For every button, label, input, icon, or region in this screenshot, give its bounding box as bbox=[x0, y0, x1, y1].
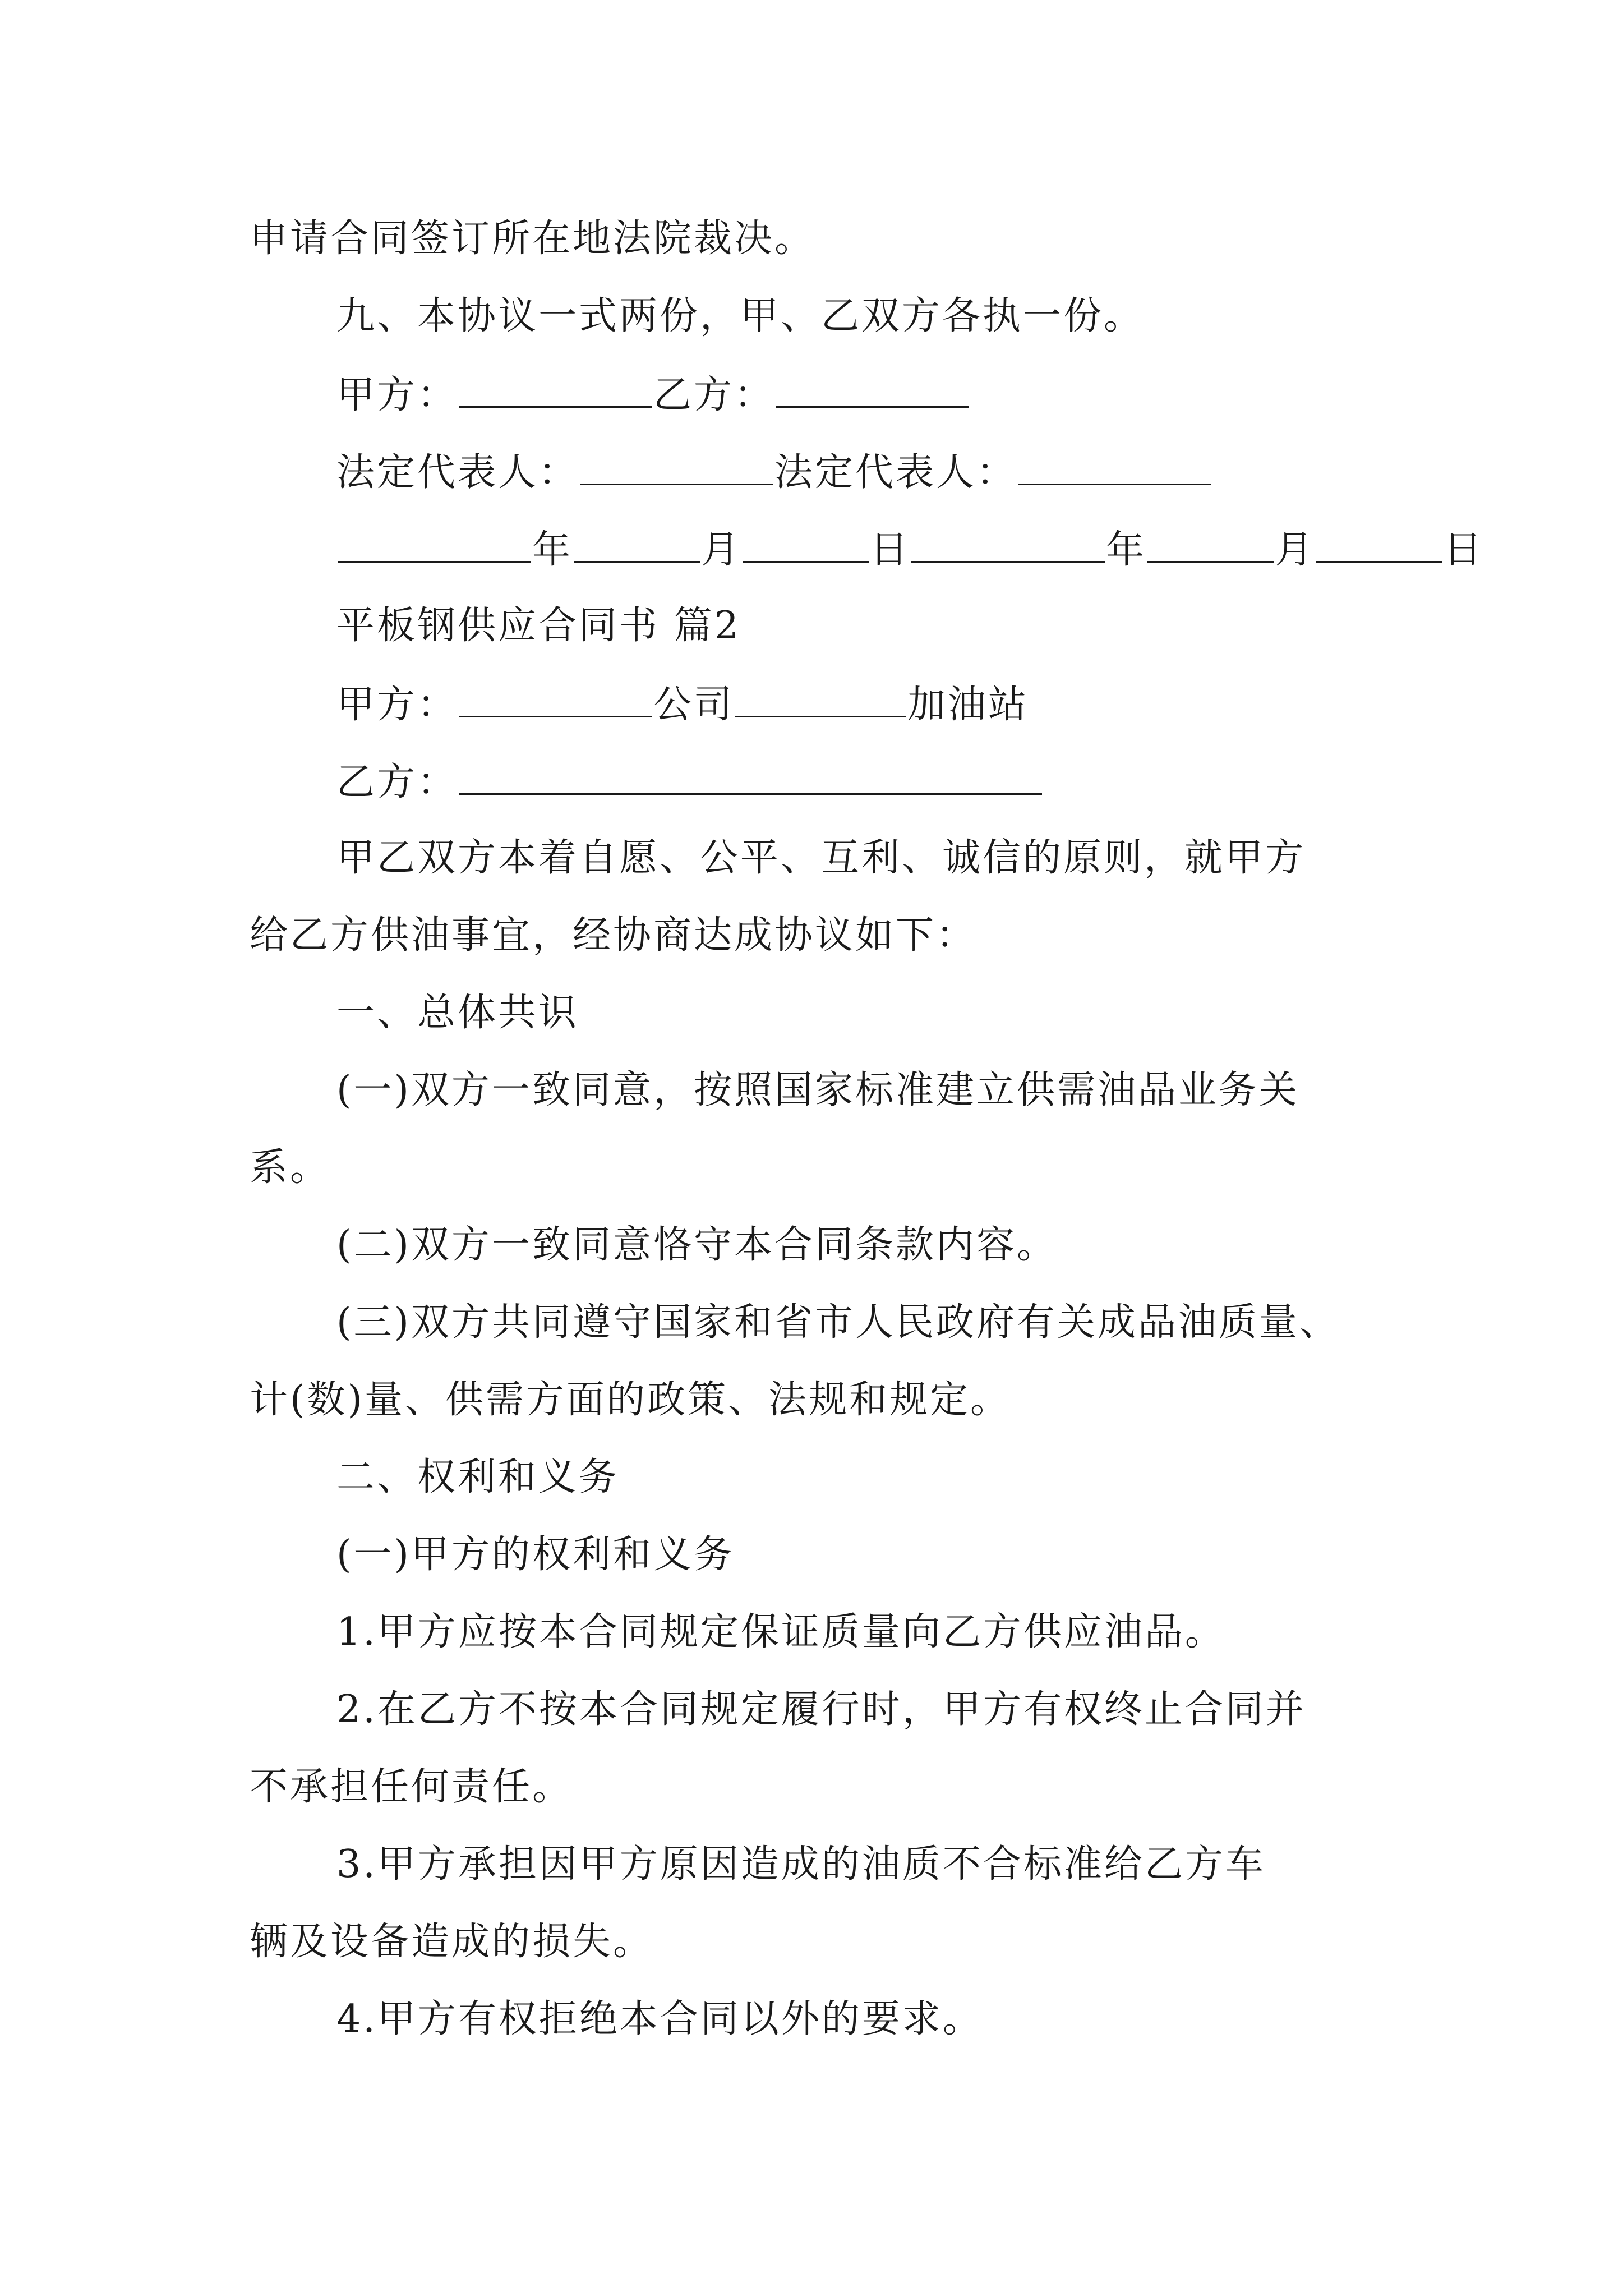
party-b-blank bbox=[459, 762, 1042, 795]
party-b-label: 乙方： bbox=[653, 373, 775, 417]
subsection-heading: (一)甲方的权利和义务 bbox=[336, 1533, 735, 1577]
paragraph-line: 甲乙双方本着自愿、公平、互利、诚信的原则，就甲方 bbox=[336, 836, 1306, 880]
paragraph-line: (三)双方共同遵守国家和省市人民政府有关成品油质量、 bbox=[336, 1300, 1340, 1345]
list-item: 1.甲方应按本合同规定保证质量向乙方供应油品。 bbox=[336, 1610, 1225, 1654]
year-label: 年 bbox=[1106, 528, 1147, 572]
day-blank bbox=[1316, 530, 1442, 563]
month-blank bbox=[574, 530, 700, 563]
paragraph-line: 系。 bbox=[250, 1145, 331, 1190]
year-blank bbox=[338, 530, 531, 563]
clause-nine: 九、本协议一式两份，甲、乙双方各执一份。 bbox=[336, 294, 1145, 338]
station-label: 加油站 bbox=[907, 683, 1029, 727]
paragraph-line: 计(数)量、供需方面的政策、法规和规定。 bbox=[250, 1378, 1011, 1422]
day-label: 日 bbox=[1444, 528, 1484, 572]
paragraph-line: (一)双方一致同意，按照国家标准建立供需油品业务关 bbox=[336, 1068, 1300, 1112]
list-item: 3.甲方承担因甲方原因造成的油质不合标准给乙方车 bbox=[336, 1842, 1266, 1887]
party-a-label: 甲方： bbox=[336, 373, 458, 417]
party-b-rep-blank bbox=[1018, 452, 1211, 485]
party-a-company-line bbox=[336, 683, 1029, 727]
date-line bbox=[336, 528, 1484, 572]
party-b-blank bbox=[776, 375, 969, 408]
section-heading: 二、权利和义务 bbox=[336, 1455, 620, 1499]
party-b-line bbox=[336, 762, 1043, 802]
company-blank bbox=[459, 684, 652, 717]
signature-party-line bbox=[336, 375, 970, 415]
station-blank bbox=[735, 684, 906, 717]
list-item: 2.在乙方不按本合同规定履行时，甲方有权终止合同并 bbox=[336, 1687, 1306, 1732]
paragraph-line: 不承担任何责任。 bbox=[250, 1765, 573, 1809]
paragraph-line: (二)双方一致同意恪守本合同条款内容。 bbox=[336, 1223, 1058, 1267]
paragraph-line: 给乙方供油事宜，经协商达成协议如下： bbox=[250, 913, 977, 958]
paragraph-line: 申请合同签订所在地法院裁决。 bbox=[250, 217, 815, 261]
month-blank bbox=[1147, 530, 1274, 563]
year-label: 年 bbox=[532, 528, 573, 572]
legal-representative-line bbox=[336, 450, 1212, 495]
section-heading: 一、总体共识 bbox=[336, 991, 579, 1035]
company-label: 公司 bbox=[653, 683, 735, 727]
party-a-label: 甲方： bbox=[336, 683, 458, 727]
party-b-rep-label: 法定代表人： bbox=[774, 450, 1017, 495]
month-label: 月 bbox=[1275, 528, 1316, 572]
paragraph-line: 辆及设备造成的损失。 bbox=[250, 1920, 654, 1964]
day-blank bbox=[743, 530, 869, 563]
list-item: 4.甲方有权拒绝本合同以外的要求。 bbox=[336, 1997, 983, 2041]
year-blank bbox=[911, 530, 1105, 563]
party-b-label: 乙方： bbox=[336, 760, 458, 804]
party-a-blank bbox=[459, 375, 652, 408]
party-a-rep-label: 法定代表人： bbox=[336, 450, 579, 495]
month-label: 月 bbox=[701, 528, 742, 572]
party-a-rep-blank bbox=[580, 452, 773, 485]
day-label: 日 bbox=[870, 528, 911, 572]
section-heading: 平板钢供应合同书 篇2 bbox=[336, 604, 741, 648]
